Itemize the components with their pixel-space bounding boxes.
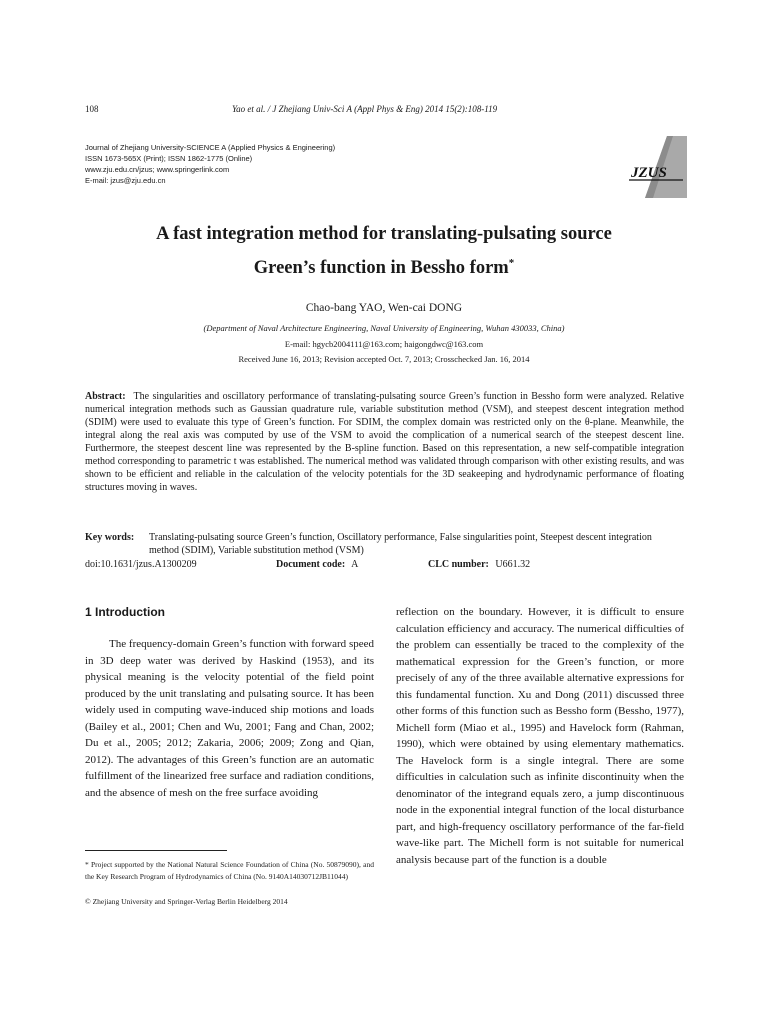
title-footnote-marker: *: [508, 257, 515, 269]
jzus-logo-text: JZUS: [631, 165, 667, 181]
doi: doi:10.1631/jzus.A1300209: [85, 559, 197, 570]
affiliation: (Department of Naval Architecture Engineering, Naval University of Engineering, Wuhan 430033, China): [203, 323, 565, 333]
paper-title-line2: Green’s function in Bessho form: [253, 258, 509, 279]
abstract-label: Abstract:: [85, 391, 126, 402]
journal-info: [85, 142, 335, 186]
section-heading: 1 Introduction: [85, 605, 165, 619]
paper-title-line1: A fast integration method for translating-pulsating source: [156, 224, 612, 244]
keywords: [85, 531, 684, 557]
journal-websites: www.zju.edu.cn/jzus; www.springerlink.com: [85, 165, 230, 174]
body-paragraph: The frequency-domain Green’s function with forward speed in 3D deep water was derived by Haskind (1953), and its physical meaning is the velocity potential of the field point produced by the unit translating and pulsating source. It has been widely used in computing wave-induced ship motions and loads (Bailey et al., 2001; Chen and Wu, 2001; Fang and Chan, 2002; Du et al., 2005; 2012; Zakaria, 2006; 2009; Zong and Qian, 2012). The advantages of this Green’s function are an automatic fulfillment of the linearized free surface and radiation conditions, and the absence of mesh on the free surface avoiding: [85, 638, 374, 799]
journal-email: E-mail: jzus@zju.edu.cn: [85, 176, 166, 185]
keywords-label: Key words:: [85, 532, 135, 543]
jzus-logo: [615, 136, 687, 198]
keywords-text: Translating-pulsating source Green’s function, Oscillatory performance, False singularities point, Steepest descent integration method (SDIM), Variable substitution method (VSM): [149, 532, 652, 556]
body-column-right: [396, 604, 684, 868]
received-dates: Received June 16, 2013; Revision accepted Oct. 7, 2013; Crosschecked Jan. 16, 2014: [238, 354, 530, 364]
copyright: © Zhejiang University and Springer-Verlag Berlin Heidelberg 2014: [85, 897, 288, 906]
footnote: * Project supported by the National Natural Science Foundation of China (No. 50879090), and the Key Research Program of Hydrodynamics of China (No. 9140A14030712JB11044): [85, 860, 374, 881]
page-number: 108: [85, 104, 99, 114]
clc-number: [428, 559, 530, 570]
abstract: [85, 390, 684, 494]
journal-issn: ISSN 1673-565X (Print); ISSN 1862-1775 (Online): [85, 154, 253, 163]
abstract-text: The singularities and oscillatory performance of translating-pulsating source Green’s function in Bessho form were analyzed. Relative numerical integration methods such as Gaussian quadrature rule, variable substitution method (VSM), and steepest descent integration method (SDIM) were used to evaluate this type of Green’s function. For SDIM, the complex domain was restricted only on the θ-plane. Meanwhile, the integral along the real axis was computed by use of the VSM to avoid the complication of a numerical search of the steepest descent line. Furthermore, the steepest descent line was represented by the B-spline function. Based on this representation, a new self-compatible integration method corresponding to parametric t was established. The numerical method was validated through comparison with other existing results, and was shown to be efficient and reliable in the calculation of the velocity potentials for the 3D seakeeping and hydrodynamic performance of floating structures moving in waves.: [85, 391, 684, 493]
paper-title: [0, 220, 768, 283]
footnote-divider: [85, 850, 227, 851]
body-column-left: [85, 636, 374, 801]
body-paragraph: reflection on the boundary. However, it is difficult to ensure calculation efficiency and accuracy. The numerical difficulties of the problem can essentially be traced to the complexity of the mathematical expression for the Green’s function, or more precisely of any of the three available alternative expressions for this fundamental function. Xu and Dong (2011) discussed three other forms of this function such as Bessho form (Bessho, 1977), Michell form (Miao et al., 1995) and Havelock form (Rahman, 1990), which were obtained by using elementary mathematics. The Havelock form is a single integral. There are some difficulties in calculation such as infinite discontinuity when the denominator of the integrand equals zero, a jump discontinuous node in the exponential integral function of the local disturbance part, and high-frequency oscillatory performance of the far-field wave-like part. The Michell form is not suitable for numerical analysis because part of the function is a double: [396, 606, 684, 866]
clc-value: U661.32: [495, 559, 531, 570]
document-code: [276, 559, 358, 570]
running-head: Yao et al. / J Zhejiang Univ-Sci A (Appl Phys & Eng) 2014 15(2):108-119: [232, 104, 498, 114]
document-code-label: Document code:: [276, 559, 346, 570]
author-email: E-mail: hgycb2004111@163.com; haigongdwc@163.com: [284, 339, 484, 349]
journal-name: Journal of Zhejiang University-SCIENCE A (Applied Physics & Engineering): [85, 143, 336, 152]
clc-label: CLC number:: [428, 559, 489, 570]
document-code-value: A: [351, 559, 359, 570]
authors: Chao-bang YAO, Wen-cai DONG: [305, 302, 463, 314]
